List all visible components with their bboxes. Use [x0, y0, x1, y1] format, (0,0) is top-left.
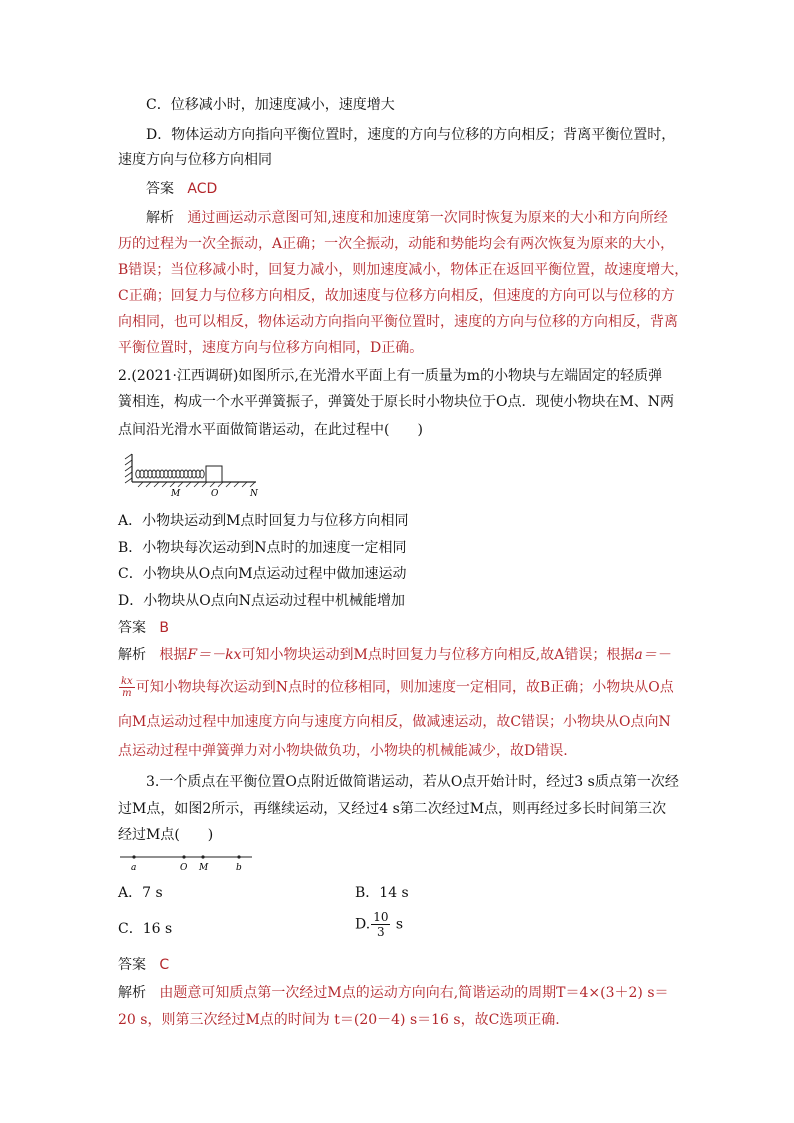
formula: T＝4×(3＋2) s＝: [556, 985, 669, 1001]
formula: F＝－kx: [187, 647, 242, 663]
q2-stem-line: 点间沿光滑水平面做简谐运动，在此过程中( ): [118, 422, 423, 438]
fraction-10-over-3: [371, 910, 390, 939]
analysis-text: 可知小物块运动到M点时回复力与位移方向相反,故A错误；根据: [241, 647, 635, 663]
fraction-numerator: kx: [121, 676, 133, 687]
analysis-text: 根据: [159, 647, 188, 663]
q2-option-b: B．小物块每次运动到N点时的加速度一定相同: [118, 540, 407, 556]
q3-stem-line: 过M点，如图2所示，再继续运动，又经过4 s第二次经过M点，则再经过多长时间第三次: [118, 801, 667, 817]
spring-coil: [136, 470, 204, 478]
q1-option-d-line2: 速度方向与位移方向相同: [118, 152, 272, 168]
fraction-numerator: 10: [373, 910, 389, 924]
q3-option-a: A．7 s: [118, 885, 163, 901]
q2-analysis-line: 向M点运动过程中加速度方向与速度方向相反，做减速运动，故C错误；小物块从O点向N: [118, 714, 671, 730]
point-m: [201, 855, 204, 858]
answer-label: 答案: [118, 957, 146, 973]
point-o: [182, 855, 185, 858]
q2-analysis-line: [118, 645, 671, 665]
fraction-denominator: m: [122, 688, 132, 699]
fraction-kx-over-m: [119, 676, 135, 699]
q3-analysis-line: [118, 983, 669, 1003]
q2-option-c: C．小物块从O点向M点运动过程中做加速运动: [118, 566, 407, 582]
q2-option-d: D．小物块从O点向N点运动过程中机械能增加: [118, 593, 405, 609]
q1-analysis-line: C正确；回复力与位移方向相反，故加速度与位移方向相反，但速度的方向可以与位移的方: [118, 288, 675, 304]
label-n: N: [250, 489, 258, 499]
q3-stem-line: 经过M点( ): [118, 827, 214, 843]
analysis-text: 可知小物块每次运动到N点时的位移相同，则加速度一定相同，故B正确；小物块从O点: [135, 679, 674, 696]
q2-analysis-line: [118, 676, 674, 699]
answer-value: ACD: [187, 181, 218, 197]
formula: a＝－: [634, 647, 671, 663]
label-a: a: [131, 863, 137, 873]
analysis-label: 解析: [118, 985, 146, 1001]
q2-analysis-line: 点运动过程中弹簧弹力对小物块做负功，小物块的机械能减少，故D错误.: [118, 743, 568, 759]
q3-stem-line: 3.一个质点在平衡位置O点附近做简谐运动，若从O点开始计时，经过3 s质点第一次经: [146, 774, 679, 790]
q1-analysis-line: 向相同，也可以相反，物体运动方向指向平衡位置时，速度的方向与位移的方向相反，背离: [118, 314, 678, 330]
spring-oscillator-figure: [124, 450, 264, 500]
q2-stem-line: 簧相连，构成一个水平弹簧振子，弹簧处于原长时小物块位于O点．现使小物块在M、N两: [118, 394, 675, 410]
analysis-label: 解析: [146, 210, 174, 226]
label-m: M: [171, 489, 181, 499]
analysis-label: 解析: [118, 647, 146, 663]
answer-value: C: [159, 957, 170, 973]
answer-label: 答案: [146, 181, 174, 197]
label-b: b: [236, 863, 242, 873]
analysis-text: 通过画运动示意图可知,速度和加速度第一次同时恢复为原来的大小和方向所经: [187, 210, 668, 226]
option-d-unit: s: [395, 916, 404, 933]
fraction-denominator: 3: [377, 925, 385, 939]
option-d-prefix: D.: [355, 916, 371, 933]
point-b: [237, 855, 240, 858]
q2-stem-line: 2.(2021·江西调研)如图所示,在光滑水平面上有一质量为m的小物块与左端固定的轻质弹: [118, 368, 663, 384]
label-o: O: [211, 489, 219, 499]
q2-answer: [118, 618, 169, 638]
q3-option-b: B．14 s: [355, 885, 409, 901]
answer-value: B: [159, 620, 169, 636]
point-a: [132, 855, 135, 858]
q1-analysis-line: B错误；当位移减小时，回复力减小，则加速度减小，物体正在返回平衡位置，故速度增大，: [118, 262, 689, 278]
q1-analysis-line: 平衡位置时，速度方向与位移方向相同，D正确。: [118, 340, 424, 356]
label-o: O: [180, 863, 188, 873]
answer-label: 答案: [118, 620, 146, 636]
q3-option-c: C．16 s: [118, 921, 173, 937]
block: [206, 466, 222, 482]
analysis-text: 由题意可知质点第一次经过M点的运动方向向右,简谐运动的周期: [159, 985, 557, 1001]
q2-option-a: A．小物块运动到M点时回复力与位移方向相同: [118, 513, 409, 529]
q3-option-d: [355, 910, 403, 939]
number-line-figure: [120, 849, 260, 875]
q1-analysis-line: 历的过程为一次全振动，A正确；一次全振动，动能和势能均会有两次恢复为原来的大小，: [118, 236, 675, 252]
q1-answer: [146, 179, 217, 199]
q1-analysis-line: [146, 208, 668, 228]
q3-analysis-line: 20 s，则第三次经过M点的时间为 t＝(20－4) s＝16 s，故C选项正确.: [118, 1012, 560, 1028]
q3-answer: [118, 955, 169, 975]
label-m: M: [199, 863, 209, 873]
q1-option-c: C．位移减小时，加速度减小，速度增大: [146, 97, 395, 113]
q1-option-d-line1: D．物体运动方向指向平衡位置时，速度的方向与位移的方向相反；背离平衡位置时，: [146, 127, 676, 143]
